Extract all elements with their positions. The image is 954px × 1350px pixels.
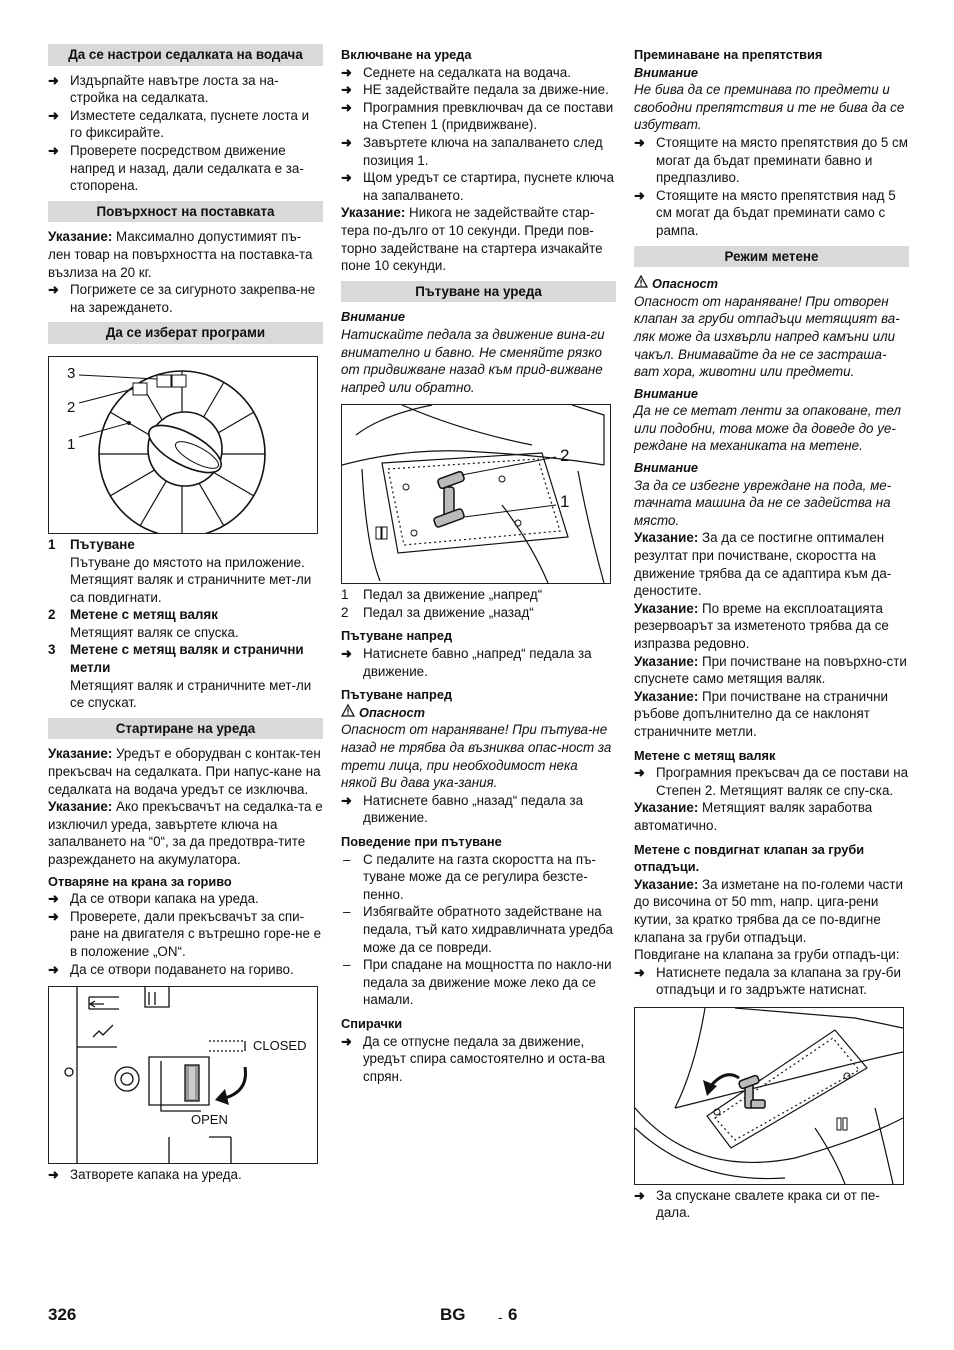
seat-step: ➜ Изместете седалката, пуснете лоста и го фиксирайте. xyxy=(48,107,323,142)
flap-pedal-figure xyxy=(634,1007,904,1185)
behavior-subheading: Поведение при пътуване xyxy=(341,834,502,849)
warning-triangle-icon xyxy=(341,704,355,722)
starter-note: Указание: Никога не задействайте стар-тера по-дълго от 10 секунди. Преди пов-торно задействане на стартера изчакайте поне 10 секунди. xyxy=(341,205,603,274)
program-desc: Метящият валяк и страничните мет-ли се спускат. xyxy=(70,677,312,711)
sweep-danger: Опасност от нараняване! При отворен клапан за груби отпадъци метящият ва-ляк може да изхвърли напред камъни или чакъл. Внимавайте да не се застраша-ват хора, животни или предмети. xyxy=(634,293,900,380)
footer-separator: - xyxy=(498,1309,503,1325)
program-dial-figure xyxy=(48,356,318,534)
danger-label: Опасност xyxy=(634,275,909,293)
brakes-step: ➜ Да се отпусне педала за движение, уредът спира самостоятелно и оста-ва спрян. xyxy=(341,1033,616,1086)
attention-label: Внимание xyxy=(634,385,699,401)
forward-step: ➜ Натиснете бавно „напред“ педала за движение. xyxy=(341,645,616,680)
switch-on-subheading: Включване на уреда xyxy=(341,47,472,62)
switch-on-step: ➜ Седнете на седалката на водача. xyxy=(341,64,616,82)
behavior-item: – С педалите на газта скоростта на пъ-туване може да се регулира безсте-пенно. xyxy=(341,851,616,904)
attention-label: Внимание xyxy=(341,309,406,325)
dial-label-3: 3 xyxy=(67,364,76,382)
obstacle-subheading: Преминаване на препятствия xyxy=(634,47,823,62)
switch-on-step: ➜ НЕ задействайте педала за движе-ние. xyxy=(341,81,616,99)
sweep-note: Указание: По време на експлоатацията резервоарът за изметеното трябва да се изпразва редовно. xyxy=(634,600,889,651)
sweep-attention: Да не се метат ленти за опаковане, тел или подобни, това може да доведе до уе-реждане на механиката на метене. xyxy=(634,403,901,454)
column-1 xyxy=(48,44,323,1184)
dial-label-1: 1 xyxy=(67,435,76,453)
platform-heading: Повърхност на поставката xyxy=(48,201,323,223)
fuel-valve-figure xyxy=(48,986,318,1164)
sweep-note: Указание: За да се постигне оптимален резултат при почистване, скоростта на движение трябва да се адаптира към да-деностите. xyxy=(634,530,892,599)
pedal-legend-item: 1 Педал за движение „напред“ xyxy=(341,587,543,603)
flap-subheading: Метене с повдигнат клапан за груби отпадъци. xyxy=(634,841,865,875)
program-desc: Пътуване до мястото на приложение. Метящият валяк и страничните мет-ли са повдигнати. xyxy=(70,554,312,605)
flap-pedal-illustration xyxy=(635,1008,903,1184)
attention-label: Внимание xyxy=(634,64,699,80)
obstacle-step: ➜ Стоящите на място препятствия до 5 см могат да бъдат преминати бавно и предпазливо. xyxy=(634,134,909,187)
program-item: 3 Метене с метящ валяк и странични метли xyxy=(48,642,304,676)
valve-open-label: OPEN xyxy=(191,1112,228,1128)
fuel-step: ➜ Проверете, дали прекъсвачът за спи-ране на двигателя с вътрешно горе-не е в положение „ON“. xyxy=(48,908,323,961)
seat-step: ➜ Проверете посредством движение напред и назад, дали седалката е за-стопорена. xyxy=(48,142,323,195)
behavior-item: – Избягвайте обратното задействане на педала, тъй като хидравличната уредба може да се повреди. xyxy=(341,903,616,956)
flap-lift-text: Повдигане на клапана за груби отпадъ-ци: xyxy=(634,947,900,963)
dial-label-2: 2 xyxy=(67,398,76,416)
close-step: ➜ Затворете капака на уреда. xyxy=(48,1166,323,1184)
switch-on-step: ➜ Завъртете ключа на запалването след позиция 1. xyxy=(341,134,616,169)
switch-on-step: ➜ Програмния превключвач да се постави на Степен 1 (придвижване). xyxy=(341,99,616,134)
obstacle-attention: Не бива да се преминава по предмети и свободни препятствия и те не бива да се избутват. xyxy=(634,82,905,133)
flap-step: ➜ Натиснете педала за клапана за гру-би отпадъци и го задръжте натиснат. xyxy=(634,964,909,999)
column-3 xyxy=(634,44,909,1222)
platform-note: Указание: Максимално допустимият пъ-лен товар на повърхността на поставка-та възлиза на 20 кг. xyxy=(48,229,313,280)
driving-attention: Натискайте педала за движение вина-ги внимателно и бавно. Не сменяйте рязко от придвижване назад към прид-вижване напред или обратно. xyxy=(341,326,605,395)
warning-triangle-icon xyxy=(634,275,648,293)
flap-note: Указание: За изметане на по-големи части до височина от 50 mm, напр. цига-рени кутии, за кратко трябва да се по-вдигне клапана за груби отпадъци. xyxy=(634,876,903,945)
fuel-valve-illustration xyxy=(49,987,317,1163)
sweep-attention: За да се избегне увреждане на пода, ме-тачната машина да не се задейства на място. xyxy=(634,477,892,528)
driving-heading: Пътуване на уреда xyxy=(341,281,616,303)
roller-subheading: Метене с метящ валяк xyxy=(634,747,776,763)
sweep-heading: Режим метене xyxy=(634,246,909,268)
page-number: 326 xyxy=(48,1305,77,1324)
switch-on-step: ➜ Щом уредът се стартира, пуснете ключа на запалването. xyxy=(341,169,616,204)
pedals-illustration xyxy=(342,405,610,583)
fuel-step: ➜ Да се отвори капака на уреда. xyxy=(48,890,323,908)
fuel-step: ➜ Да се отвори подаването на гориво. xyxy=(48,961,323,979)
roller-step: ➜ Програмния прекъсвач да се постави на Степен 2. Метящият валяк се спу-ска. xyxy=(634,764,909,799)
program-dial-illustration xyxy=(49,357,317,533)
language-code: BG xyxy=(440,1305,466,1324)
pedal-label-2: 2 xyxy=(560,446,570,466)
roller-note: Указание: Метящият валяк заработва автоматично. xyxy=(634,800,873,833)
danger-label: Опасност xyxy=(341,704,616,722)
sub-page-number: 6 xyxy=(508,1305,518,1324)
seat-step: ➜ Издърпайте навътре лоста за на-стройка на седалката. xyxy=(48,72,323,107)
brakes-subheading: Спирачки xyxy=(341,1015,403,1031)
start-note: Указание: Ако прекъсвачът на седалка-та е изключил уреда, завъртете ключа на запалването на “0“, за да предотвра-тите разреждането на акумулатора. xyxy=(48,799,323,867)
pedal-legend-item: 2 Педал за движение „назад“ xyxy=(341,604,534,620)
platform-step: ➜ Погрижете се за сигурното закрепва-не на зареждането. xyxy=(48,281,323,316)
start-heading: Стартиране на уреда xyxy=(48,718,323,740)
program-item: 2 Метене с метящ валяк xyxy=(48,607,218,623)
reverse-danger: Опасност от нараняване! При пътува-не назад не трябва да възниква опас-ност за трети лица, при необходимост нека някой Ви дава ука-зания. xyxy=(341,722,612,791)
pedal-label-1: 1 xyxy=(560,492,570,512)
valve-closed-label: CLOSED xyxy=(253,1038,307,1054)
obstacle-step: ➜ Стоящите на място препятствия над 5 см могат да бъдат преминати само с рампа. xyxy=(634,187,909,240)
seat-heading: Да се настрои седалката на водача xyxy=(48,44,323,66)
fuel-subheading: Отваряне на крана за гориво xyxy=(48,873,232,889)
program-desc: Метящият валяк се спуска. xyxy=(70,624,239,640)
program-item: 1 Пътуване xyxy=(48,536,135,552)
programs-heading: Да се изберат програми xyxy=(48,322,323,344)
attention-label: Внимание xyxy=(634,460,699,476)
reverse-step: ➜ Натиснете бавно „назад“ педала за движение. xyxy=(341,792,616,827)
flap-release-step: ➜ За спускане свалете крака си от пе-дала. xyxy=(634,1187,909,1222)
sweep-note: Указание: При почистване на повърхно-сти спуснете само метящия валяк. xyxy=(634,653,907,687)
behavior-item: – При спадане на мощността по накло-ни педала за движение може леко да се намали. xyxy=(341,956,616,1009)
sweep-note: Указание: При почистване на странични ръбове допълнително да се наклонят страничните метли. xyxy=(634,688,888,739)
reverse-subheading: Пътуване напред xyxy=(341,687,453,703)
pedals-figure xyxy=(341,404,611,584)
forward-subheading: Пътуване напред xyxy=(341,628,453,644)
column-2 xyxy=(341,44,616,1085)
start-note: Указание: Уредът е оборудван с контак-тен прекъсвач на седалката. При напус-кане на седалката на водача уредът се изключва. xyxy=(48,746,321,797)
